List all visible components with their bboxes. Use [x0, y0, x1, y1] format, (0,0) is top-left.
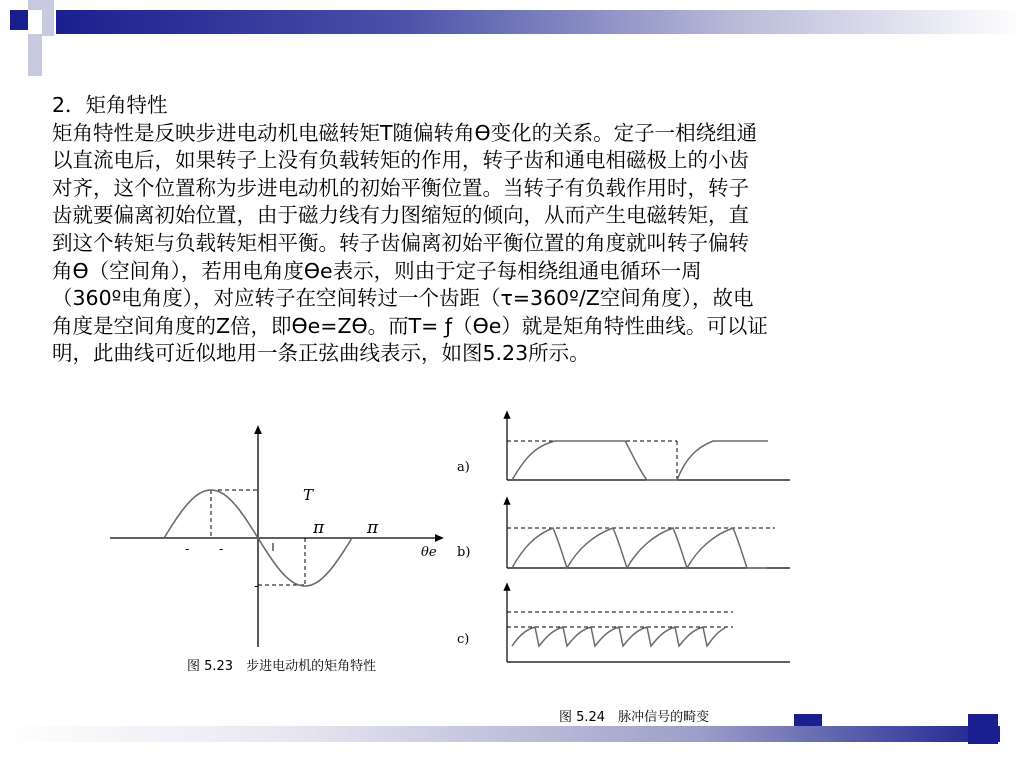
banner-square: [10, 10, 28, 30]
paragraph-line: （360º电角度），对应转子在空间转过一个齿距（τ=360º/Z空间角度），故电: [52, 286, 754, 311]
torque-angle-chart: [105, 425, 445, 655]
figure-caption: 图 5.24 脉冲信号的畸变: [559, 710, 710, 725]
banner-square: [28, 60, 42, 76]
section-heading: 2．矩角特性: [52, 93, 168, 117]
banner-square: [42, 0, 54, 36]
slide-body: [52, 92, 952, 368]
y-axis-label: T: [303, 486, 314, 504]
figure-5-24: [455, 410, 800, 725]
paragraph-line: 齿就要偏离初始位置，由于磁力线有力图缩短的倾向，从而产生电磁转矩，直: [52, 203, 749, 228]
top-banner: [0, 0, 1024, 80]
pulse-distortion-figure: [455, 410, 800, 670]
panel-b: [457, 500, 790, 568]
banner-gradient: [56, 10, 1024, 34]
banner-square: [28, 34, 42, 60]
bottom-banner-gradient: [0, 726, 1000, 742]
panel-a: [457, 414, 790, 480]
tick-mark: -: [254, 579, 259, 594]
panel-label: c): [457, 632, 470, 647]
paragraph-line: 到这个转矩与负载转矩相平衡。转子齿偏离初始平衡位置的角度就叫转子偏转: [52, 230, 749, 255]
tick-mark: -: [185, 542, 190, 557]
bottom-banner-square: [968, 714, 998, 744]
paragraph-line: 明，此曲线可近似地用一条正弦曲线表示，如图5.23所示。: [52, 341, 590, 366]
bottom-banner-square: [794, 714, 822, 726]
paragraph-line: 角Ɵ（空间角），若用电角度Ɵe表示，则由于定子每相绕组通电循环一周: [52, 258, 702, 283]
paragraph-line: 矩角特性是反映步进电动机电磁转矩T随偏转角Ɵ变化的关系。定子一相绕组通: [52, 120, 758, 145]
figure-caption: 图 5.23 步进电动机的矩角特性: [187, 659, 377, 674]
tick-mark: -: [219, 542, 224, 557]
figure-5-23: [105, 425, 445, 674]
banner-square: [28, 0, 42, 10]
panel-label: a): [457, 460, 470, 475]
pi-label: π: [313, 518, 325, 538]
paragraph-line: 以直流电后，如果转子上没有负载转矩的作用，转子齿和通电相磁极上的小齿: [52, 148, 749, 173]
paragraph-line: 角度是空间角度的Z倍，即Ɵe=ZƟ。而T= ƒ（Ɵe）就是矩角特性曲线。可以证: [52, 313, 768, 338]
panel-label: b): [457, 545, 471, 560]
paragraph-line: 对齐，这个位置称为步进电动机的初始平衡位置。当转子有负载作用时，转子: [52, 175, 749, 200]
pi-label: π: [367, 518, 379, 538]
x-axis-label: θe: [421, 545, 437, 560]
panel-c: [457, 586, 790, 662]
